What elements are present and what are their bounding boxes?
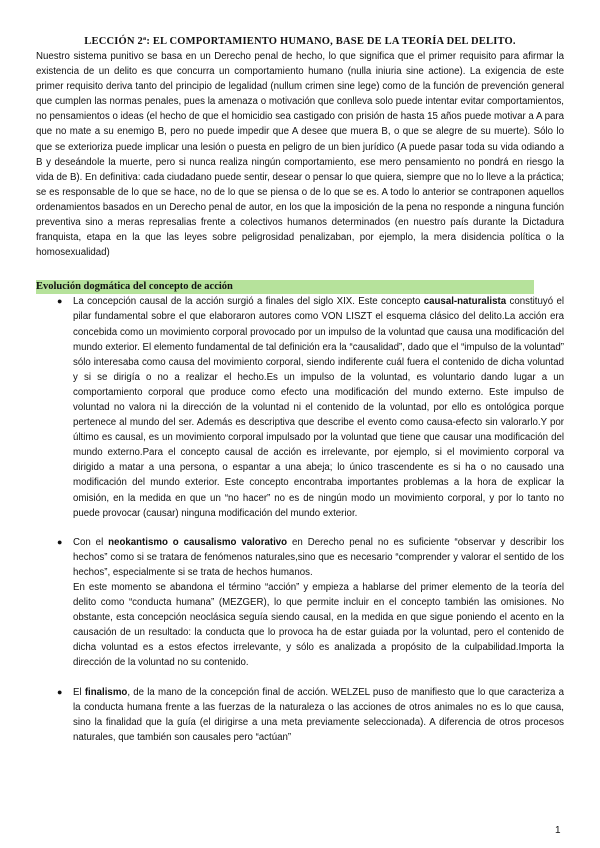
bold-term: finalismo — [84, 686, 128, 698]
lesson-title: LECCIÓN 2ª: EL COMPORTAMIENTO HUMANO, BASE DE LA TEORÍA DEL DELITO. — [84, 36, 516, 47]
list-item-text: Con el neokantismo o causalismo valorativo en Derecho penal no es suficiente “observar y describir los hechos” como si se tratara de fenómenos naturales,sino que es necesario “comprender y valorar el sentido de los hechos”, especialmente si se trata de hechos humanos. — [73, 536, 564, 578]
page-number: 1 — [555, 825, 561, 836]
document-page — [36, 36, 564, 745]
list-item-neokantismo — [36, 535, 564, 671]
bullet-icon: ● — [57, 296, 63, 307]
list-item-text: La concepción causal de la acción surgió a finales del siglo XIX. Este concepto causal-naturalista constituyó el pilar fundamental sobre el que elaboraron autores como VON LISZT el esquema clásico del delito.La acción era concebida como un movimiento corporal provocado por un impulso de la voluntad que causa una modificación del mundo exterior. El elemento fundamental de tal definición era la “causalidad”, dado que el “impulso de la voluntad” sólo interesaba como causa del movimiento corporal, siendo indiferente cuál fuera el contenido de dicha voluntad y si se dirigía o no a realizar el hecho.Es un impulso de la voluntad, es voluntario dando lugar a un comportamiento corporal que produce como efecto una modificación del mundo externo. Este impulso de voluntad no valora ni la dirección de la voluntad ni el contenido de la voluntad, por ello es ontológica porque pertenece al mundo del ser. Además es descriptiva que describe el evento como causa-efecto sin valorarlo.Y por último es causal, es un movimiento corporal impulsado por la voluntad que tiene que causar una modificación del mundo externo.Para el concepto causal de acción es irrelevante, por ejemplo, si el movimiento corporal va dirigido a matar a una persona, o espantar a una abeja; lo único trascendente es si ha o no causado una modificación del mundo exterior. Este concepto encontraba importantes problemas a la hora de explicar la omisión, en la medida en que un “no hacer” no es de ningún modo un movimiento corporal, y por lo tanto no puede provocar (causar) ninguna modificación del mundo exterior. — [73, 296, 564, 519]
bold-term: neokantismo o causalismo valorativo — [108, 536, 288, 548]
intro-paragraph: Nuestro sistema punitivo se basa en un Derecho penal de hecho, lo que significa que el primer requisito para afirmar la existencia de un delito es que concurra un comportamiento humano (nulla iniuria sine actione). La exigencia de este primer requisito deriva tanto del principio de legalidad (nullum crimen sine lege) como de la función de prevención general que cumplen las normas penales, pues la amenaza o motivación que conlleva solo puede intentar evitar comportamientos, no pensamientos o ideas (el hecho de que el homicidio sea castigado con prisión de hasta 15 años puede motivar a A para que no mate a su enemigo B, pero no puede impedir que A desee que muera B, o que se alegre de su muerte). Sólo lo que se exterioriza puede implicar una lesión o puesta en peligro de un bien jurídico (A puede pasar toda su vida odiando a B y deseándole la muerte, pero si nunca realiza ningún comportamiento, ese mero pensamiento no pondrá en riesgo la vida de B). En definitiva: cada ciudadano puede sentir, desear o pensar lo que quiera, siempre que no lo lleve a la práctica; se es responsable de lo que se hace, no de lo que se piensa o de lo que se es. A todo lo anterior se contraponen aquellos ordenamientos basados en un Derecho penal de autor, en los que la imposición de la pena no responde a ninguna función preventiva sino a meras represalias frente a colectivos humanos determinados (en nuestro país durante la Dictadura franquista, etapa en la que las leyes sobre peligrosidad penalizaban, por ejemplo, la mera disidencia política o la homosexualidad) — [36, 51, 564, 259]
bullet-icon: ● — [57, 686, 63, 697]
bullet-icon: ● — [57, 536, 63, 547]
concept-list — [36, 294, 564, 745]
list-item-text: El finalismo, de la mano de la concepción final de acción. WELZEL puso de manifiesto que lo que caracteriza a la conducta humana frente a las fuerzas de la naturaleza o las acciones de otros animales no es lo que causa, sino la finalidad que la guía (el dirigirse a una meta previamente seleccionada). A diferencia de otros procesos naturales, que también son causales pero “actúan” — [73, 686, 564, 743]
list-item-finalismo — [36, 685, 564, 745]
section-heading: Evolución dogmática del concepto de acción — [36, 280, 534, 294]
list-item-continuation: En este momento se abandona el término “acción” y empieza a hablarse del primer elemento de la teoría del delito como “conducta humana” (MEZGER), lo que permite incluir en el concepto también las omisiones. No obstante, esta concepción neoclásica seguía siendo causal, en la medida en que sigue poniendo el acento en la causación de un resultado: la conducta que lo provoca ha de estar guiada por la voluntad, pero el contenido de dicha voluntad es a estos efectos irrelevante, y sólo es analizada a propósito de la culpabilidad.Importa la dirección de la voluntad no su contenido. — [73, 582, 564, 669]
list-item-causal — [36, 294, 564, 520]
bold-term: causal-naturalista — [423, 296, 507, 308]
